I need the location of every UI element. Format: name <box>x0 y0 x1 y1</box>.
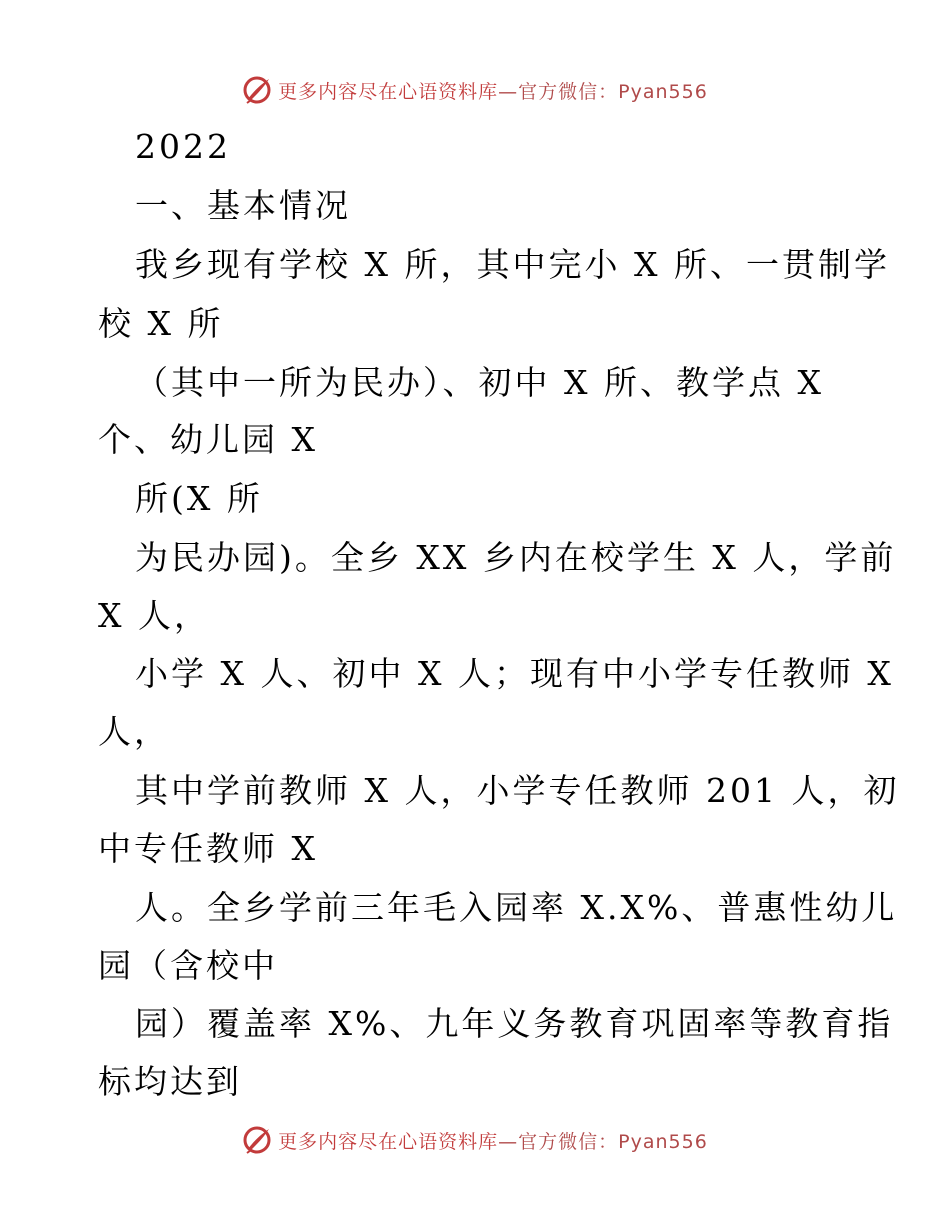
doc-line: 所(X 所 <box>135 479 263 518</box>
doc-line: 2022 <box>135 127 231 166</box>
doc-line: 人， <box>98 712 170 751</box>
doc-line: X 人， <box>98 596 210 635</box>
doc-line: （其中一所为民办）、初中 X 所、教学点 X <box>135 363 824 402</box>
banner-site-text: 更多内容尽在心语资料库 <box>278 80 499 103</box>
header-banner <box>0 70 950 110</box>
doc-line: 园）覆盖率 X%、九年义务教育巩固率等教育指 <box>135 1004 894 1043</box>
doc-line: 标均达到 <box>98 1062 242 1101</box>
doc-line: 为民办园)。全乡 XX 乡内在校学生 X 人，学前 <box>135 538 897 577</box>
doc-line: 中专任教师 X <box>98 829 318 868</box>
doc-line: 人。全乡学前三年毛入园率 X.X%、普惠性幼儿 <box>135 888 898 927</box>
feather-pen-logo-icon <box>242 1125 272 1155</box>
doc-line: 园（含校中 <box>98 946 278 985</box>
banner-contact-text: —官方微信：Pyan556 <box>498 1130 708 1153</box>
doc-line: 个、幼儿园 X <box>98 420 318 459</box>
doc-line: 其中学前教师 X 人，小学专任教师 201 人，初 <box>135 771 900 810</box>
feather-pen-logo-icon <box>242 75 272 105</box>
banner-site-text: 更多内容尽在心语资料库 <box>278 1130 499 1153</box>
section-heading: 一、基本情况 <box>135 186 351 225</box>
footer-banner <box>0 1120 950 1160</box>
banner-contact-text: —官方微信：Pyan556 <box>498 80 708 103</box>
doc-line: 校 X 所 <box>98 304 224 343</box>
doc-line: 小学 X 人、初中 X 人；现有中小学专任教师 X <box>135 654 894 693</box>
doc-line: 我乡现有学校 X 所，其中完小 X 所、一贯制学 <box>135 245 890 284</box>
